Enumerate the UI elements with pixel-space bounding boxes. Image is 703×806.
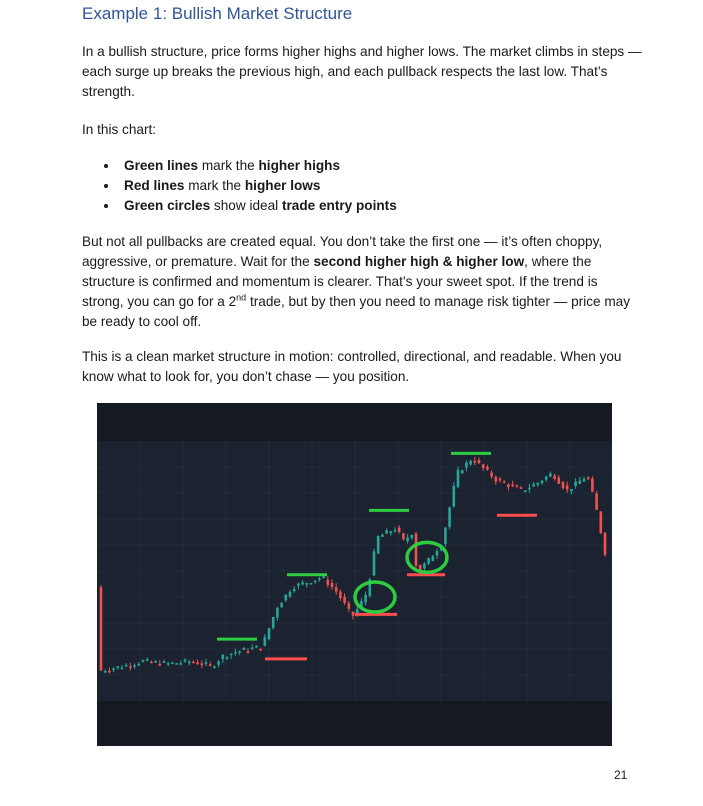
market-structure-chart [97,403,612,746]
bull-candle [175,663,178,665]
bull-candle [280,603,283,608]
intro-paragraph: In a bullish structure, price forms higher highs and higher lows. The market climbs in steps — each surge up breaks the previous high, and each pullback respects the last low. That’s strength. [82,44,642,99]
bull-candle [394,530,397,532]
bear-candle [520,487,523,489]
bull-candle [255,646,258,648]
bear-candle [192,662,195,664]
bear-candle [348,603,351,609]
bull-candle [385,530,388,533]
bull-candle [125,665,128,667]
bear-candle [558,478,561,484]
bull-candle [276,608,279,618]
bear-candle [511,484,514,486]
bull-candle [574,481,577,485]
bull-candle [205,662,208,664]
bull-candle [381,535,384,537]
bear-candle [562,482,565,488]
bear-candle [201,663,204,665]
bull-candle [314,581,317,583]
bull-candle [226,657,229,659]
bull-candle [532,484,535,486]
bear-candle [566,485,569,489]
bear-candle [150,662,153,664]
bull-candle [142,661,145,663]
bear-candle [129,667,132,669]
bull-candle [444,528,447,544]
bear-candle [327,580,330,585]
bear-candle [209,664,212,666]
bear-candle [335,587,338,591]
bull-candle [289,592,292,596]
bull-candle [373,551,376,575]
bull-candle [423,564,426,569]
bear-candle [474,461,477,463]
bull-candle [310,583,313,585]
bull-candle [583,479,586,482]
bear-candle [600,512,603,533]
bear-candle [591,479,594,492]
bear-candle [247,651,250,653]
bull-candle [154,661,157,663]
page-number: 21 [614,768,628,782]
bull-candle [251,648,254,650]
bull-candle [264,637,267,646]
bull-candle [465,463,468,468]
bull-candle [364,595,367,603]
bull-candle [306,583,309,585]
bull-candle [436,551,439,556]
bear-candle [595,494,598,510]
bear-candle [159,664,162,666]
bull-candle [146,659,149,661]
bull-candle [180,663,183,665]
bull-candle [457,470,460,487]
bull-candle [222,655,225,659]
bear-candle [398,528,401,532]
bull-candle [411,535,414,538]
bull-candle [230,654,233,656]
bear-candle [495,477,498,482]
bullet-red-lines: Red lines mark the higher lows [100,176,397,196]
bull-candle [243,648,246,650]
bear-candle [339,591,342,598]
closing-paragraph: This is a clean market structure in motion: controlled, directional, and readable. When you know what to look for, you don’t chase — you position. [82,349,622,384]
bull-candle [390,531,393,533]
bull-candle [163,661,166,663]
bear-candle [587,478,590,480]
bull-candle [117,666,120,668]
bull-candle [285,595,288,601]
bull-candle [293,589,296,591]
bull-candle [188,662,191,664]
bull-candle [217,661,220,664]
bear-candle [402,533,405,539]
bull-candle [112,668,115,670]
bear-candle [604,533,607,555]
bull-candle [579,481,582,484]
bull-candle [213,667,216,669]
bear-candle [486,467,489,469]
bull-candle [524,490,527,492]
bear-candle [499,479,502,481]
bear-candle [482,464,485,468]
bull-candle [272,617,275,628]
bull-candle [104,671,107,673]
bull-candle [537,483,540,485]
bull-candle [297,584,300,586]
bear-candle [100,587,103,670]
bear-candle [478,460,481,463]
bull-candle [448,507,451,526]
bull-candle [322,577,325,579]
bull-candle [377,536,380,553]
bull-candle [461,470,464,473]
bear-candle [259,649,262,651]
bear-candle [507,484,510,487]
bull-candle [541,481,544,483]
bull-candle [427,558,430,564]
bear-candle [419,565,422,570]
bull-candle [570,489,573,491]
bear-candle [331,583,334,587]
bull-candle [184,660,187,662]
bull-candle [268,628,271,639]
bull-candle [138,664,141,666]
page-heading: Example 1: Bullish Market Structure [82,4,353,23]
bear-candle [503,482,506,484]
bull-candle [238,651,241,653]
pullback-paragraph: But not all pullbacks are created equal. You don’t take the first one — it’s often choppy, aggressive, or premature. Wait for the second higher high & higher low, where the structure is confirmed and momentum is clearer. That’s your sweet spot. If the trend is strong, you can go for a 2nd trade, but by then you need to manage risk tighter — price may be ready to cool off. [82,234,631,329]
chart-intro-text: In this chart: [82,122,157,137]
bull-candle [171,662,174,664]
bear-candle [415,533,418,565]
bull-candle [301,582,304,584]
bull-candle [121,668,124,670]
bullet-green-circles: Green circles show ideal trade entry points [100,196,397,216]
bull-candle [234,652,237,654]
legend-bullet-list [100,156,397,216]
bull-candle [469,461,472,465]
chart-svg [97,403,612,746]
bear-candle [516,486,519,488]
bear-candle [553,476,556,479]
bear-candle [352,612,355,616]
bull-candle [167,663,170,665]
bull-candle [318,578,321,580]
bear-candle [490,473,493,477]
bull-candle [549,473,552,476]
bull-candle [528,488,531,490]
bull-candle [432,556,435,561]
bear-candle [343,597,346,603]
bull-candle [545,477,548,480]
bull-candle [453,486,456,506]
bull-candle [406,537,409,541]
bullet-green-lines: Green lines mark the higher highs [100,156,397,176]
bull-candle [133,665,136,667]
bear-candle [108,671,111,673]
bear-candle [196,662,199,664]
